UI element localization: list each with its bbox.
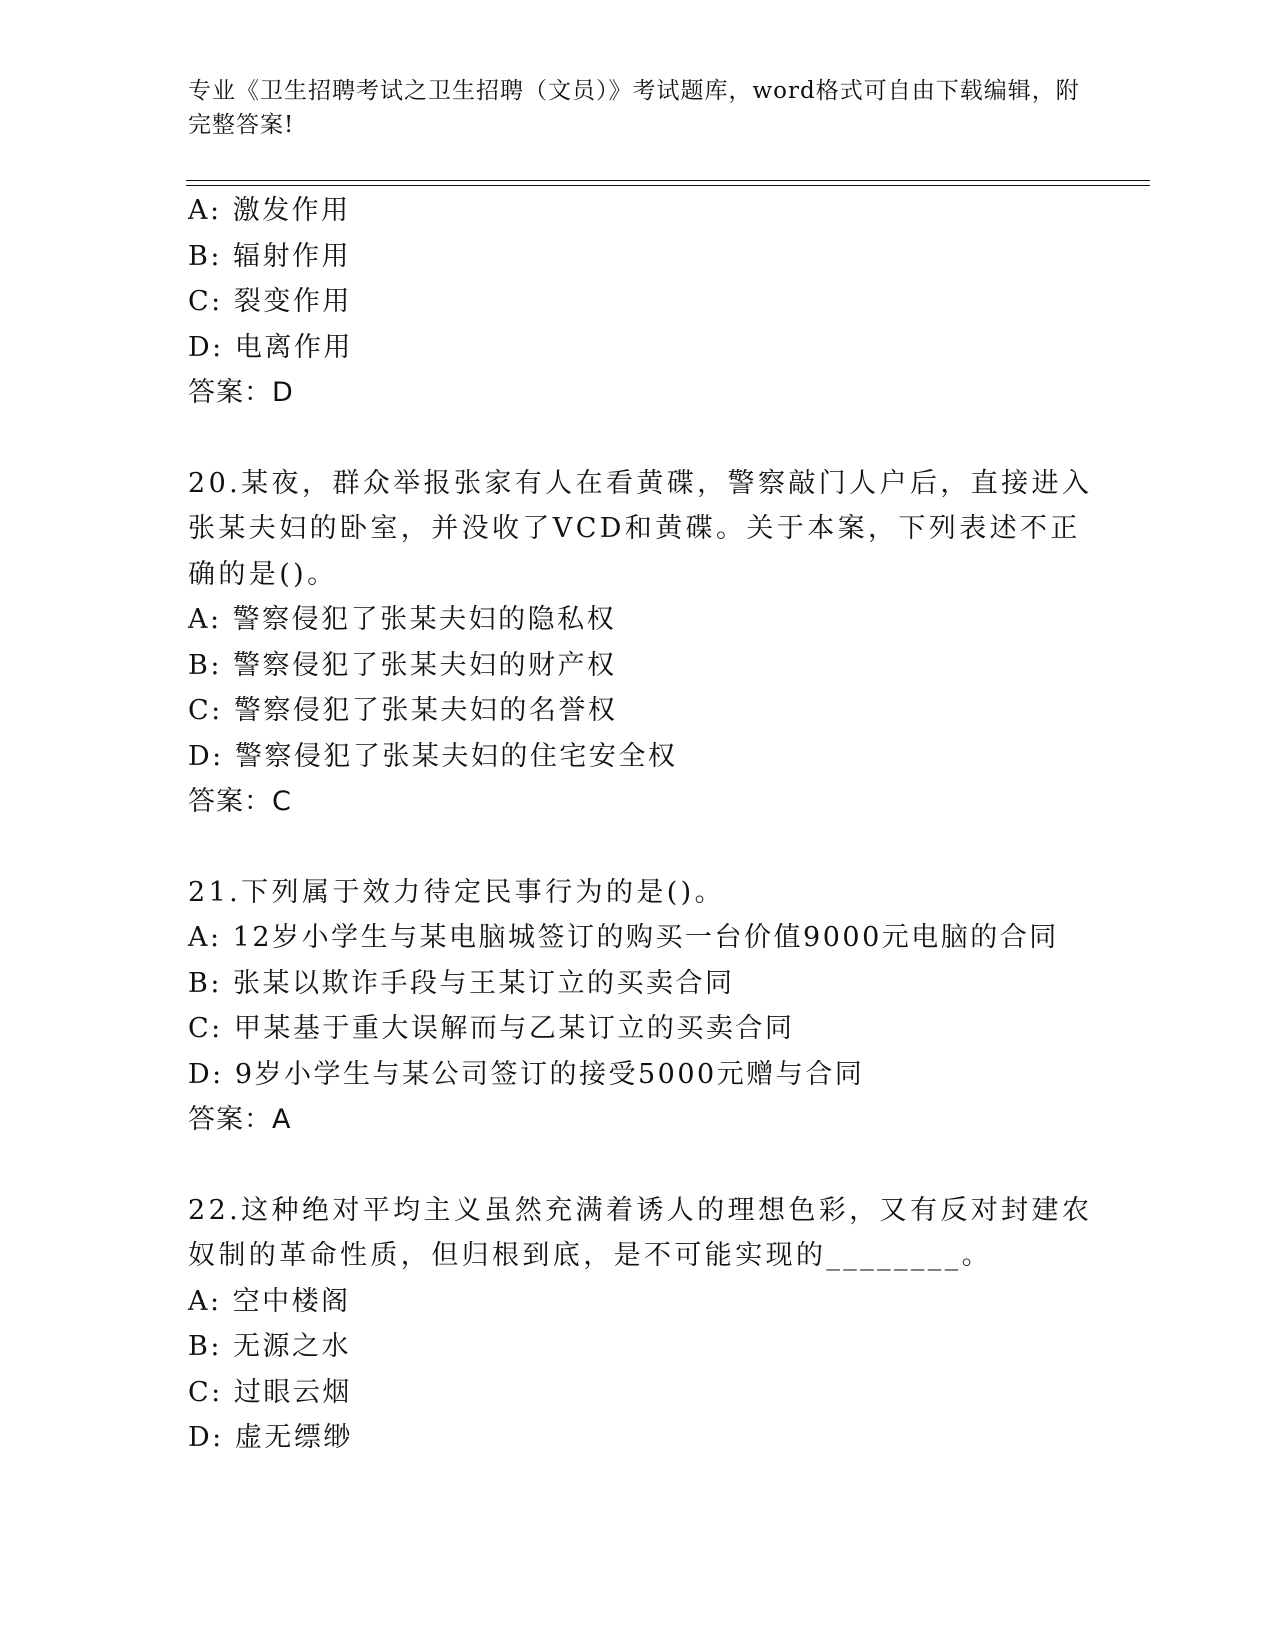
option-c: C: 甲某基于重大误解而与乙某订立的买卖合同 [188,1013,795,1044]
spacer [188,416,1088,461]
option-b: B: 无源之水 [188,1331,352,1362]
question-block-22 [188,1188,1093,1461]
question-text: 22.这种绝对平均主义虽然充满着诱人的理想色彩，又有反对封建农奴制的革命性质，但归根到底，是不可能实现的________。 [188,1194,1093,1271]
spacer [188,1143,1088,1188]
option-d: D: 9岁小学生与某公司签订的接受5000元赠与合同 [188,1058,865,1090]
option-a: A: 警察侵犯了张某夫妇的隐私权 [188,604,617,635]
option-d: D: 虚无缥缈 [188,1422,353,1453]
option-c: C: 过眼云烟 [188,1376,352,1408]
spacer [188,825,1088,870]
option-a: A: 激发作用 [188,195,351,226]
option-b: B: 警察侵犯了张某夫妇的财产权 [188,649,617,681]
option-a: A: 空中楼阁 [188,1285,351,1317]
option-b: B: 辐射作用 [188,240,352,272]
question-block-21 [188,870,1088,1143]
question-block-20 [188,461,1093,825]
option-b: B: 张某以欺诈手段与王某订立的买卖合同 [188,967,735,999]
question-text: 20.某夜，群众举报张家有人在看黄碟，警察敲门人户后，直接进入张某夫妇的卧室，并没收了VCD和黄碟。关于本案，下列表述不正确的是()。 [188,467,1093,590]
question-block-19 [188,188,1088,416]
document-header: 专业《卫生招聘考试之卫生招聘（文员）》考试题库，word格式可自由下载编辑，附完整答案! [188,78,1080,138]
header-divider-top [186,180,1150,181]
option-a: A: 12岁小学生与某电脑城签订的购买一台价值9000元电脑的合同 [188,922,1059,953]
answer-line: 答案：D [188,377,294,408]
answer-line: 答案：C [188,786,292,817]
answer-line: 答案：A [188,1104,292,1135]
question-text: 21.下列属于效力待定民事行为的是()。 [188,876,726,908]
option-c: C: 裂变作用 [188,286,352,317]
option-c: C: 警察侵犯了张某夫妇的名誉权 [188,695,618,726]
option-d: D: 警察侵犯了张某夫妇的住宅安全权 [188,740,678,772]
option-d: D: 电离作用 [188,331,353,363]
header-divider-bottom [186,185,1150,186]
question-list [188,188,1093,1461]
